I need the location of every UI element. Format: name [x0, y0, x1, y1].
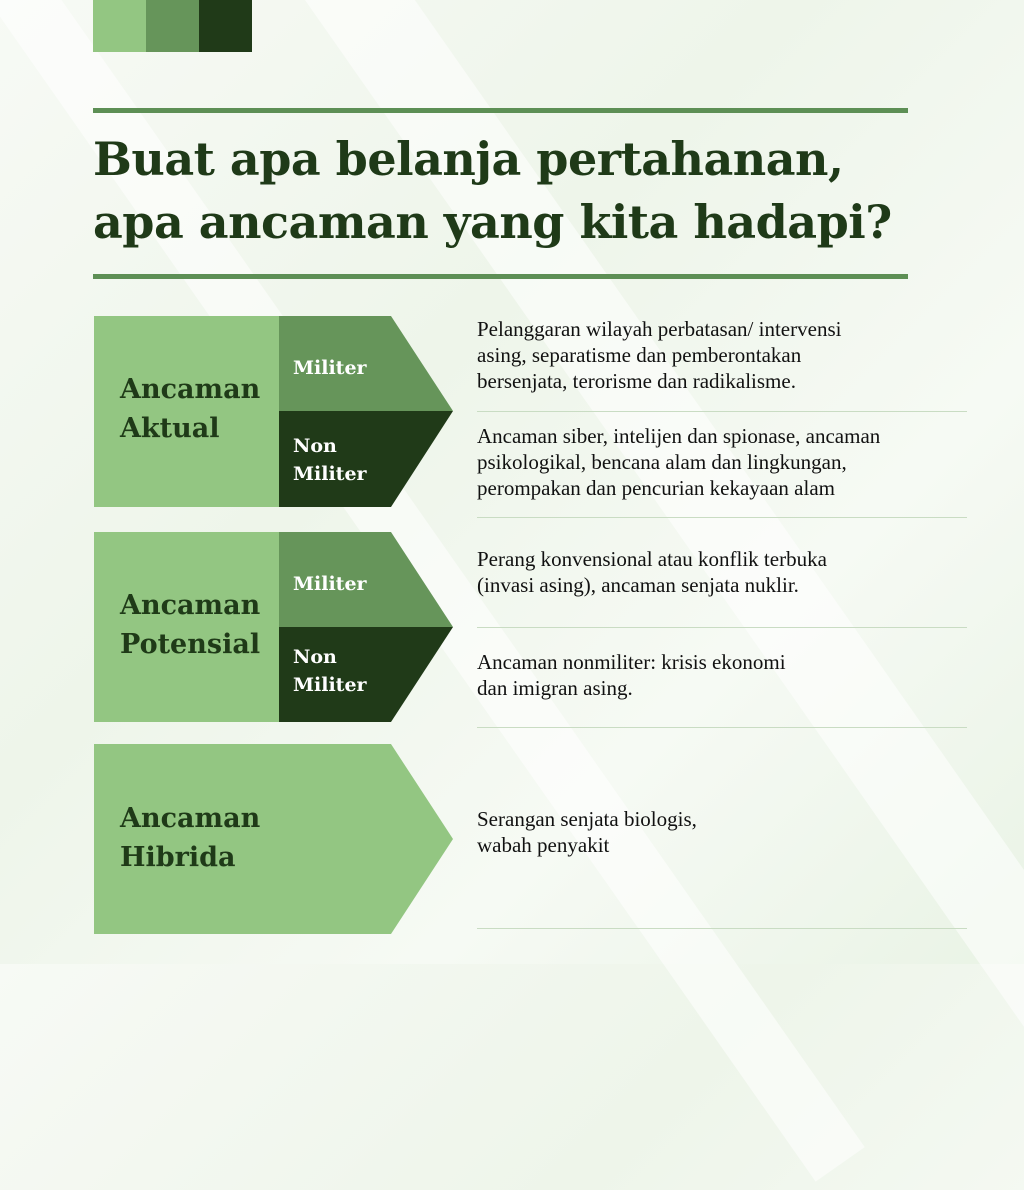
- potensial-militer-label-text: Militer: [293, 573, 367, 595]
- potensial-nonmiliter-label-line2: Militer: [293, 674, 367, 696]
- aktual-nonmiliter-label-line2: Militer: [293, 463, 367, 485]
- category-hibrida-label: [120, 799, 290, 877]
- separator-line: [477, 517, 967, 518]
- desc-line: psikologikal, bencana alam dan lingkungan,: [477, 450, 847, 474]
- desc-line: Serangan senjata biologis,: [477, 807, 697, 831]
- aktual-militer-description: [477, 316, 987, 394]
- desc-line: bersenjata, terorisme dan radikalisme.: [477, 369, 796, 393]
- desc-line: wabah penyakit: [477, 833, 610, 857]
- category-potensial-line2: Potensial: [120, 629, 261, 660]
- title-line-2: apa ancaman yang kita hadapi?: [93, 195, 892, 249]
- aktual-nonmiliter-label-line1: Non: [293, 435, 337, 457]
- potensial-nonmiliter-label: [293, 643, 403, 699]
- separator-line: [477, 928, 967, 929]
- category-hibrida-line1: Ancaman: [120, 803, 261, 834]
- desc-line: (invasi asing), ancaman senjata nuklir.: [477, 573, 799, 597]
- title-line-1: Buat apa belanja pertahanan,: [93, 132, 844, 186]
- potensial-nonmiliter-label-line1: Non: [293, 646, 337, 668]
- category-aktual-label: [120, 370, 290, 448]
- hibrida-description: [477, 806, 987, 858]
- potensial-militer-label: [293, 570, 403, 598]
- aktual-nonmiliter-label: [293, 432, 403, 488]
- potensial-nonmiliter-description: [477, 649, 987, 701]
- separator-line: [477, 411, 967, 412]
- desc-line: perompakan dan pencurian kekayaan alam: [477, 476, 835, 500]
- desc-line: Ancaman nonmiliter: krisis ekonomi: [477, 650, 786, 674]
- potensial-militer-description: [477, 546, 987, 598]
- category-aktual-line1: Ancaman: [120, 374, 261, 405]
- separator-line: [477, 627, 967, 628]
- category-potensial-line1: Ancaman: [120, 590, 261, 621]
- category-potensial-label: [120, 586, 290, 664]
- aktual-militer-label-text: Militer: [293, 357, 367, 379]
- separator-line: [477, 727, 967, 728]
- desc-line: dan imigran asing.: [477, 676, 633, 700]
- category-hibrida-line2: Hibrida: [120, 842, 236, 873]
- category-aktual-line2: Aktual: [120, 413, 220, 444]
- aktual-nonmiliter-description: [477, 423, 987, 501]
- desc-line: asing, separatisme dan pemberontakan: [477, 343, 802, 367]
- aktual-militer-label: [293, 354, 403, 382]
- desc-line: Perang konvensional atau konflik terbuka: [477, 547, 827, 571]
- desc-line: Pelanggaran wilayah perbatasan/ intervensi: [477, 317, 842, 341]
- desc-line: Ancaman siber, intelijen dan spionase, ancaman: [477, 424, 881, 448]
